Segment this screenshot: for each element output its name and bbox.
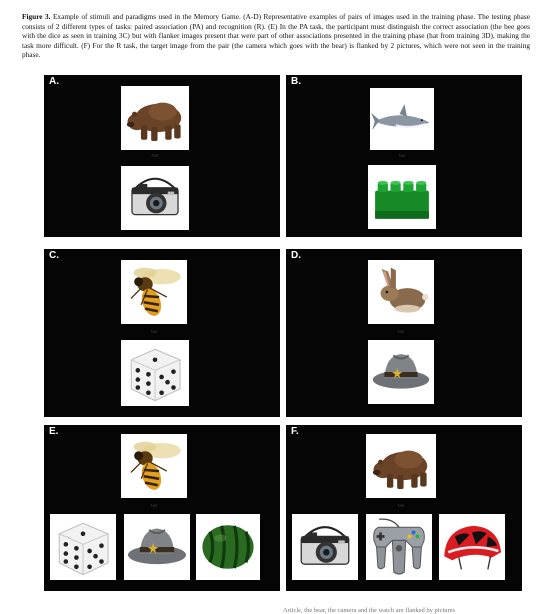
game-controller-image (366, 514, 432, 580)
bee-image (121, 260, 187, 324)
panel-a-separator: Net (151, 153, 159, 158)
panel-d (286, 249, 522, 417)
panel-c (44, 249, 280, 417)
hat-image (124, 514, 190, 580)
panel-b (286, 75, 522, 237)
camera-image (121, 166, 189, 230)
camera-image (292, 514, 358, 580)
panel-a (44, 75, 280, 237)
bear-image (366, 434, 436, 498)
watermelon-image (196, 514, 260, 580)
green-block-image (368, 165, 436, 229)
bear-image (121, 86, 189, 150)
dice-image (50, 514, 116, 580)
panel-f (286, 425, 522, 591)
shark-image (370, 88, 434, 150)
panel-b-separator: Net (398, 153, 406, 158)
rabbit-image (368, 260, 434, 324)
figure-label: Figure 3. (22, 12, 51, 21)
panel-e-separator: Net (150, 503, 158, 508)
panel-a-label: A. (49, 76, 59, 87)
panel-d-separator: Net (397, 329, 405, 334)
panel-e-label: E. (49, 426, 59, 437)
figure-caption (22, 12, 530, 60)
panel-c-separator: Net (150, 329, 158, 334)
bike-helmet-image (439, 514, 505, 580)
next-page-text: Article, the bear, the camera and the watch are flanked by pictures (283, 607, 456, 614)
panel-d-label: D. (291, 250, 301, 261)
panel-e (44, 425, 280, 591)
panel-f-label: F. (291, 426, 299, 437)
panel-b-label: B. (291, 76, 301, 87)
dice-image (121, 340, 189, 406)
panel-f-separator: Net (397, 503, 405, 508)
bee-image (121, 434, 187, 498)
hat-image (368, 340, 434, 404)
panel-c-label: C. (49, 250, 59, 261)
figure-caption-text: Example of stimuli and paradigms used in the Memory Game. (A-D) Representative examples of pairs of images used in the training phase. The testing phase consists of 2 different types of tasks: paired association (PA) and recognition (R). (E) In the PA task, the participant must distinguish the correct association (the bee goes with the dice as seen in training 3C) but with flanker images present that were part of other associations presented in the training phase (hat from training 3D), making the task more difficult. (F) For the R task, the target image from the pair (the camera which goes with the bear) is flanked by 2 pictures, which were not seen in the training phase. (22, 12, 530, 60)
